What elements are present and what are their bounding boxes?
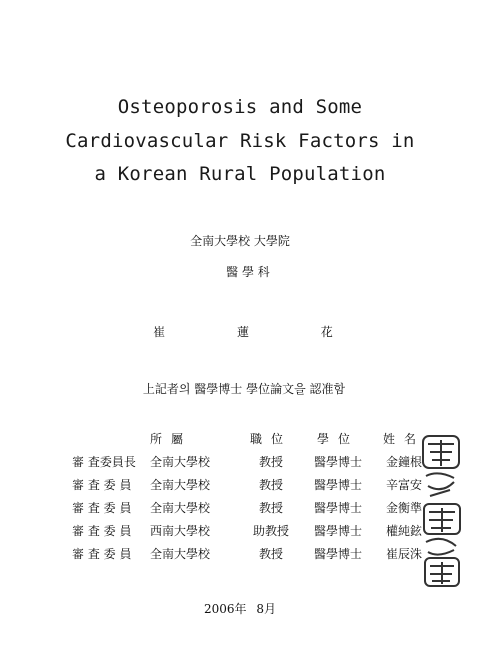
member-role: 審 査委員長 xyxy=(72,455,136,469)
member-position: 教授 xyxy=(258,547,283,561)
member-affiliation: 全南大學校 xyxy=(150,455,211,469)
member-position: 助教授 xyxy=(252,524,289,538)
committee-header-row xyxy=(72,427,434,450)
committee-table xyxy=(72,427,434,565)
submission-date: 2006年 8月 xyxy=(204,602,276,616)
member-name: 金鐘根 xyxy=(385,455,422,469)
member-affiliation: 全南大學校 xyxy=(150,478,211,492)
university-name: 全南大學校 大學院 xyxy=(190,234,290,248)
header-position: 職位 xyxy=(249,432,292,446)
committee-row xyxy=(72,542,434,565)
member-degree: 醫學博士 xyxy=(313,547,362,561)
seal-stamp-strokes xyxy=(428,440,454,466)
member-affiliation: 全南大學校 xyxy=(150,501,211,515)
member-degree: 醫學博士 xyxy=(313,455,362,469)
member-affiliation: 西南大學校 xyxy=(150,524,211,538)
member-name: 權純鉉 xyxy=(385,524,422,538)
committee-row xyxy=(72,496,434,519)
title-line-2: Cardiovascular Risk Factors in xyxy=(65,130,415,152)
committee-row xyxy=(72,450,434,473)
header-affiliation: 所屬 xyxy=(150,432,193,446)
member-name: 崔辰洙 xyxy=(385,547,422,561)
header-role xyxy=(72,427,150,450)
title-line-1: Osteoporosis and Some xyxy=(117,96,363,118)
member-role: 審 査 委 員 xyxy=(72,478,132,492)
member-degree: 醫學博士 xyxy=(313,501,362,515)
header-name: 姓名 xyxy=(382,432,425,446)
author-name: 崔 蓮 花 xyxy=(153,325,367,339)
title-line-3: a Korean Rural Population xyxy=(94,163,386,185)
committee-row xyxy=(72,519,434,542)
member-name: 辛富安 xyxy=(385,478,422,492)
signature-scribble xyxy=(426,539,456,555)
member-role: 審 査 委 員 xyxy=(72,501,132,515)
department-name: 醫 學 科 xyxy=(226,265,270,279)
member-affiliation: 全南大學校 xyxy=(150,547,211,561)
committee-row xyxy=(72,473,434,496)
member-position: 教授 xyxy=(258,455,283,469)
signature-scribble xyxy=(426,473,454,496)
seal-stamp-strokes xyxy=(429,508,455,532)
member-role: 審 査 委 員 xyxy=(72,547,132,561)
approval-statement: 上記者의 醫學博士 學位論文을 認准함 xyxy=(142,382,346,396)
member-position: 教授 xyxy=(258,478,283,492)
seal-stamp-strokes xyxy=(430,562,454,584)
member-position: 教授 xyxy=(258,501,283,515)
signature-seals xyxy=(420,434,464,590)
member-role: 審 査 委 員 xyxy=(72,524,132,538)
member-degree: 醫學博士 xyxy=(313,478,362,492)
member-name: 金衡準 xyxy=(385,501,422,515)
header-degree: 學位 xyxy=(316,432,359,446)
member-degree: 醫學博士 xyxy=(313,524,362,538)
